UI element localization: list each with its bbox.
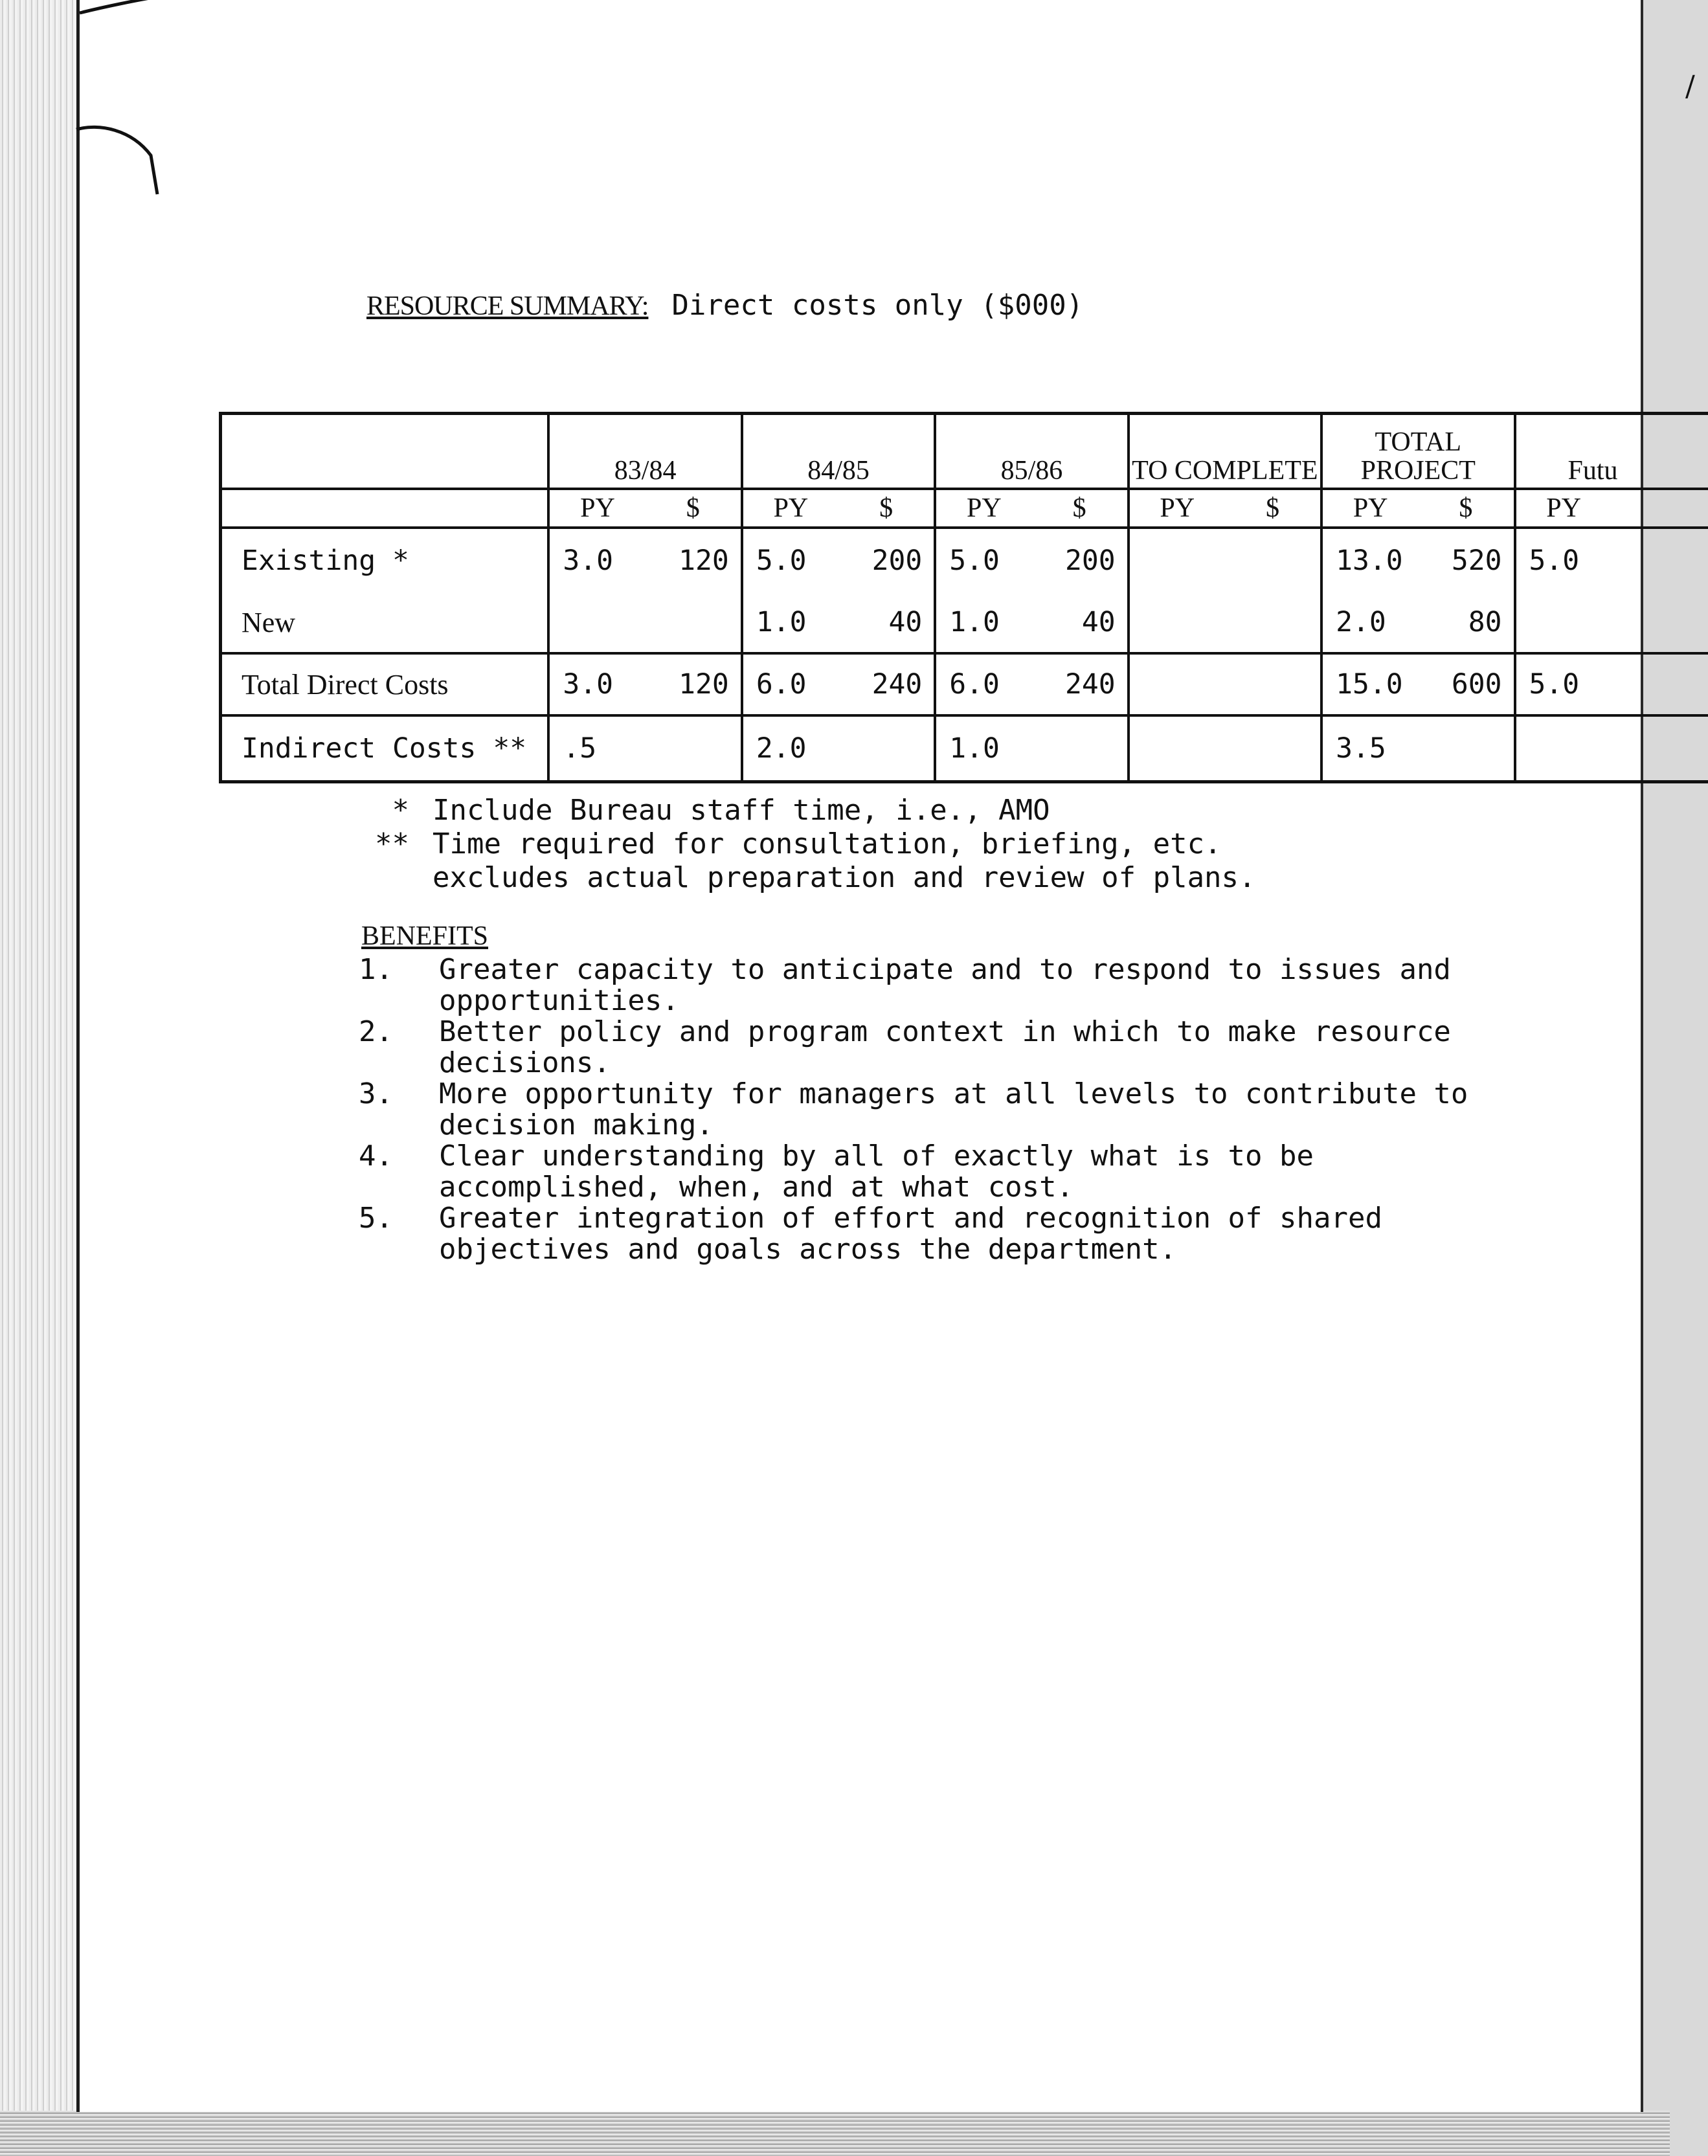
item-text: Clear understanding by all of exactly what is to be accomplished, when, and at what cost.: [439, 1140, 1314, 1204]
table-cell: 6.0: [935, 653, 1031, 715]
period-header: 83/84: [548, 414, 741, 489]
period-header: 84/85: [742, 414, 935, 489]
table-cell: 240: [1031, 653, 1128, 715]
period-header: TO COMPLETE: [1129, 414, 1321, 489]
table-cell: 120: [679, 545, 729, 577]
table-cell: 3.0: [548, 653, 645, 715]
heading-text: Direct costs only ($000): [671, 289, 1084, 322]
table-cell: [646, 715, 742, 782]
table-cell: 1.0: [935, 592, 1031, 653]
footnote-text: excludes actual preparation and review of plans.: [433, 861, 1256, 894]
subheader-py: PY: [548, 489, 645, 528]
table-cell: [1612, 653, 1708, 715]
table-cell: 5.0: [1515, 653, 1612, 715]
row-label-text: New: [242, 606, 296, 638]
table-cell: 520: [1451, 545, 1502, 577]
item-text: Greater integration of effort and recognition of shared objectives and goals across the department.: [439, 1202, 1382, 1266]
table-subheader-row: [221, 489, 1708, 528]
table-cell: 120: [646, 653, 742, 715]
table-cell: [1515, 715, 1612, 782]
item-number: 1.: [359, 953, 393, 986]
table-cell: 2.0: [742, 715, 838, 782]
table-cell: 5.0: [935, 528, 1031, 592]
table-row: [221, 592, 1708, 653]
subheader-dollar: $: [646, 489, 742, 528]
row-label-text: Total Direct Costs: [242, 668, 449, 701]
table-cell: [1612, 592, 1708, 653]
table-cell: [1129, 715, 1225, 782]
item-number: 5.: [359, 1202, 393, 1235]
table-cell: [1612, 528, 1708, 592]
subheader-corner: [221, 489, 549, 528]
table-cell: 40: [838, 592, 935, 653]
benefits-list: [359, 954, 1514, 1265]
footnote-mark: *: [392, 794, 409, 827]
period-header: 85/86: [935, 414, 1128, 489]
table-cell: 3.5: [1321, 715, 1418, 782]
table-row: [221, 653, 1708, 715]
table-cell: [1225, 528, 1321, 592]
table-cell: [1225, 592, 1321, 653]
table-cell: 6.0: [742, 653, 838, 715]
list-item: [359, 1079, 1514, 1141]
row-label: Existing *: [221, 528, 549, 592]
table-cell: [1418, 715, 1514, 782]
table-cell: [1225, 653, 1321, 715]
table-cell: 15.0: [1321, 653, 1418, 715]
subheader-py: PY: [1321, 489, 1418, 528]
subheader-py: PY: [1129, 489, 1225, 528]
subheader-dollar: $: [1418, 489, 1514, 528]
footnotes: [347, 794, 1256, 895]
binder-tab-outline: [80, 0, 170, 194]
table-cell: .5: [548, 715, 645, 782]
table-cell: [1515, 592, 1612, 653]
footnote-continuation: [347, 861, 1256, 895]
subheader-py: PY: [1515, 489, 1612, 528]
table-cell: [1129, 592, 1225, 653]
table-cell: 200: [1065, 545, 1116, 577]
period-header: Futu: [1515, 414, 1708, 489]
footnote-text: Time required for consultation, briefing, etc.: [433, 827, 1222, 860]
list-item: [359, 1141, 1514, 1203]
table-cell: 3.0: [548, 528, 645, 592]
list-item: [359, 954, 1514, 1016]
table-cell: [838, 715, 935, 782]
table-corner-cell: [221, 414, 549, 489]
table-cell: 1.0: [935, 715, 1031, 782]
table-cell: [1225, 715, 1321, 782]
table-row: [221, 528, 1708, 592]
list-item: [359, 1203, 1514, 1265]
subheader-dollar: $: [838, 489, 935, 528]
table-cell: 5.0: [742, 528, 838, 592]
subheader-dollar: $: [1031, 489, 1128, 528]
table-cell: [1129, 528, 1225, 592]
heading-label: RESOURCE SUMMARY:: [366, 291, 649, 321]
row-label: [221, 592, 549, 653]
subheader-py: PY: [742, 489, 838, 528]
table-cell: [646, 592, 742, 653]
period-header: TOTAL PROJECT: [1321, 414, 1514, 489]
table-cell: 5.0: [1515, 528, 1612, 592]
scan-edge-left: [0, 0, 76, 2156]
resource-summary-table: [219, 412, 1708, 783]
footnote-text: Include Bureau staff time, i.e., AMO: [433, 794, 1050, 827]
subheader-dollar: $: [1225, 489, 1321, 528]
benefits-heading: BENEFITS: [361, 921, 489, 951]
subheader-py: PY: [935, 489, 1031, 528]
table-cell: 240: [838, 653, 935, 715]
page-mark: /: [1685, 70, 1695, 103]
item-number: 2.: [359, 1015, 393, 1048]
row-label: [221, 653, 549, 715]
item-number: 4.: [359, 1140, 393, 1173]
table-cell: 200: [871, 545, 923, 577]
footnote: [347, 794, 1256, 827]
row-label: Indirect Costs **: [221, 715, 549, 782]
item-number: 3.: [359, 1077, 393, 1110]
item-text: More opportunity for managers at all levels to contribute to decision making.: [439, 1077, 1468, 1141]
table-cell: [548, 592, 645, 653]
footnote-mark: **: [375, 827, 409, 860]
subheader-dollar: [1612, 489, 1708, 528]
resource-summary-heading: [366, 289, 1083, 322]
table-cell: 13.0: [1321, 528, 1418, 592]
table-row: [221, 715, 1708, 782]
table-cell: [1031, 715, 1128, 782]
scan-edge-bottom: [0, 2111, 1670, 2156]
item-text: Greater capacity to anticipate and to respond to issues and opportunities.: [439, 953, 1451, 1017]
table-cell: 80: [1418, 592, 1514, 653]
list-item: [359, 1016, 1514, 1079]
item-text: Better policy and program context in which to make resource decisions.: [439, 1015, 1451, 1079]
table-period-header-row: [221, 414, 1708, 489]
table-cell: [1612, 715, 1708, 782]
footnote: [347, 827, 1256, 861]
table-cell: 40: [1031, 592, 1128, 653]
table-cell: 1.0: [742, 592, 838, 653]
table-cell: [1129, 653, 1225, 715]
table-cell: 2.0: [1321, 592, 1418, 653]
table-cell: 600: [1418, 653, 1514, 715]
